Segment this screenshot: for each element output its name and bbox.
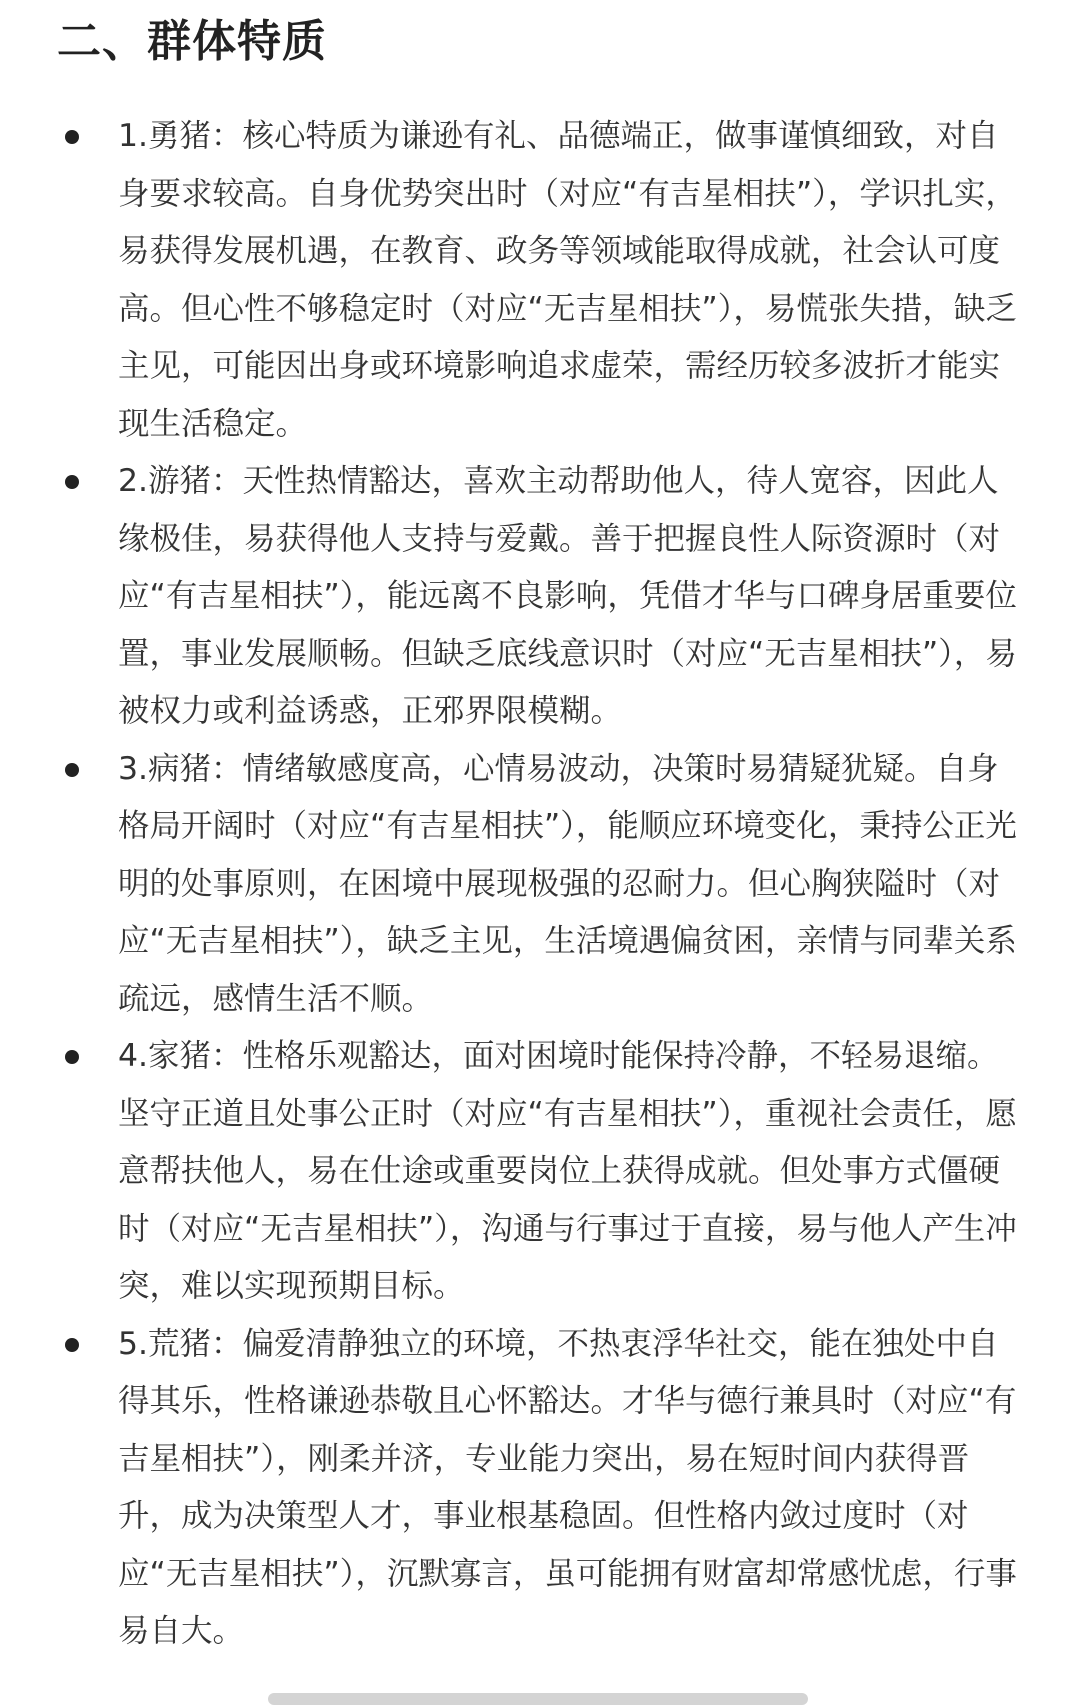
section-heading: 二、群体特质 bbox=[57, 16, 327, 67]
list-item-text: 3.病猪：情绪敏感度高，心情易波动，决策时易猜疑犹疑。自身格局开阔时（对应“有吉星相扶”），能顺应环境变化，秉持公正光明的处事原则，在困境中展现极强的忍耐力。但心胸狭隘时（对应“无吉星相扶”），缺乏主见，生活境遇偏贫困，亲情与同辈关系疏远，感情生活不顺。 bbox=[118, 750, 1017, 1017]
list-item bbox=[0, 108, 1080, 453]
trait-list bbox=[0, 108, 1080, 1661]
list-item bbox=[0, 453, 1080, 741]
list-item-text: 4.家猪：性格乐观豁达，面对困境时能保持冷静，不轻易退缩。坚守正道且处事公正时（对应“有吉星相扶”），重视社会责任，愿意帮扶他人，易在仕途或重要岗位上获得成就。但处事方式僵硬时（对应“无吉星相扶”），沟通与行事过于直接，易与他人产生冲突，难以实现预期目标。 bbox=[118, 1038, 1017, 1304]
bullet-icon bbox=[65, 1050, 79, 1064]
list-item-text: 2.游猪：天性热情豁达，喜欢主动帮助他人，待人宽容，因此人缘极佳，易获得他人支持与爱戴。善于把握良性人际资源时（对应“有吉星相扶”），能远离不良影响，凭借才华与口碑身居重要位置，事业发展顺畅。但缺乏底线意识时（对应“无吉星相扶”），易被权力或利益诱惑，正邪界限模糊。 bbox=[118, 463, 1017, 729]
bullet-icon bbox=[65, 475, 79, 489]
horizontal-scrollbar[interactable] bbox=[268, 1693, 808, 1705]
list-item-text: 5.荒猪：偏爱清静独立的环境，不热衷浮华社交，能在独处中自得其乐，性格谦逊恭敬且心怀豁达。才华与德行兼具时（对应“有吉星相扶”），刚柔并济，专业能力突出，易在短时间内获得晋升，成为决策型人才，事业根基稳固。但性格内敛过度时（对应“无吉星相扶”），沉默寡言，虽可能拥有财富却常感忧虑，行事易自大。 bbox=[118, 1325, 1017, 1649]
list-item bbox=[0, 741, 1080, 1029]
bullet-icon bbox=[65, 130, 79, 144]
list-item bbox=[0, 1316, 1080, 1661]
list-item-text: 1.勇猪：核心特质为谦逊有礼、品德端正，做事谨慎细致，对自身要求较高。自身优势突出时（对应“有吉星相扶”），学识扎实，易获得发展机遇，在教育、政务等领域能取得成就，社会认可度高。但心性不够稳定时（对应“无吉星相扶”），易慌张失措，缺乏主见，可能因出身或环境影响追求虚荣，需经历较多波折才能实现生活稳定。 bbox=[118, 118, 1017, 442]
list-item bbox=[0, 1028, 1080, 1316]
bullet-icon bbox=[65, 1338, 79, 1352]
bullet-icon bbox=[65, 763, 79, 777]
